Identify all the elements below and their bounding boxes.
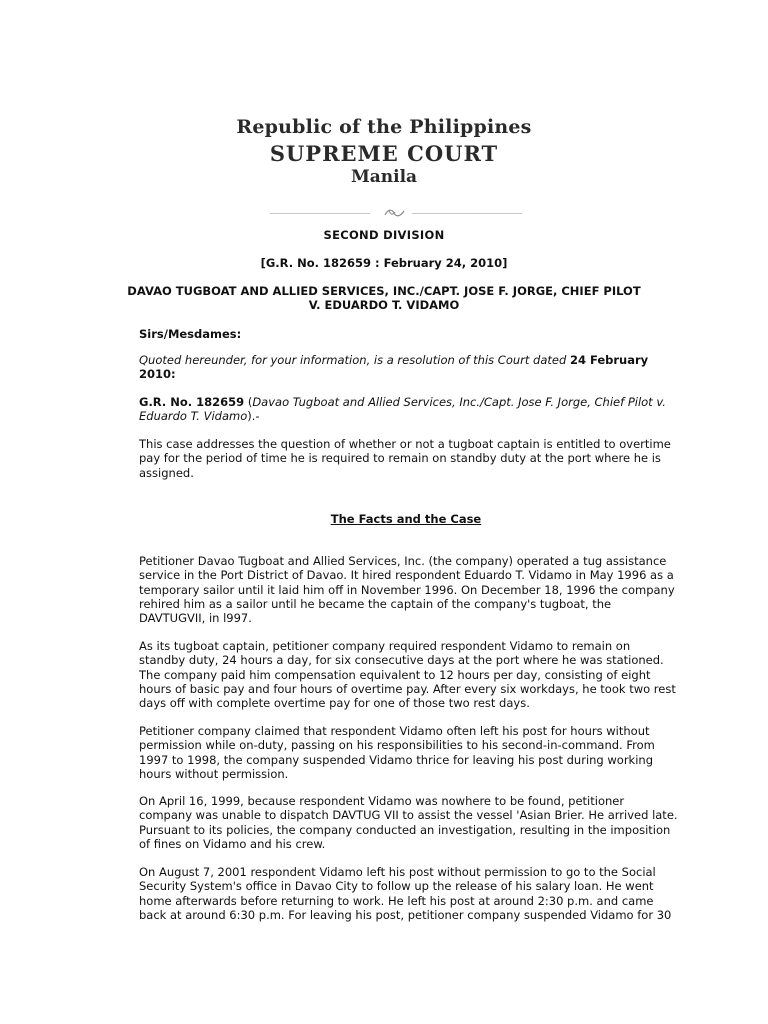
ornamental-divider: [270, 206, 522, 220]
header-supreme-court: SUPREME COURT: [269, 141, 499, 166]
divider-line-right: [412, 213, 522, 214]
header-republic: Republic of the Philippines: [236, 116, 532, 138]
intro-paragraph: This case addresses the question of whether or not a tugboat captain is entitled to overtime pay for the period of time he is required to remain on standby duty at the port where he is assigned.: [139, 437, 671, 480]
paragraph-3: Petitioner company claimed that respondent Vidamo often left his post for hours without permission while on-duty, passing on his responsibilities to his second-in-command. From 1997 to 1998, the company suspended Vidamo thrice for leaving his post during working hours without permission.: [139, 724, 655, 781]
paragraph-1: Petitioner Davao Tugboat and Allied Services, Inc. (the company) operated a tug assistance service in the Port District of Davao. It hired respondent Eduardo T. Vidamo in May 1996 as a temporary sailor until it laid him off in November 1996. On December 18, 1996 the company rehired him as a sailor until he became the captain of the company's tugboat, the DAVTUGVII, in l997.: [139, 554, 675, 626]
salutation: Sirs/Mesdames:: [139, 327, 242, 341]
divider-line-left: [270, 213, 370, 214]
gr-close: ).-: [247, 409, 260, 424]
gr-open: (: [244, 395, 253, 409]
header-manila: Manila: [350, 167, 418, 187]
flourish-icon: [382, 206, 408, 220]
paragraph-5: On August 7, 2001 respondent Vidamo left his post without permission to go to the Social Security System's office in Davao City to follow up the release of his salary loan. He went home afterwards before returning to work. He left his post at around 2:30 p.m. and came back at around 6:30 p.m. For leaving his post, petitioner company suspended Vidamo for 30: [139, 865, 672, 922]
division-title: SECOND DIVISION: [323, 228, 445, 242]
quoted-resolution: [139, 353, 679, 382]
quoted-text: Quoted hereunder, for your information, is a resolution of this Court dated: [139, 353, 570, 367]
section-heading: The Facts and the Case: [330, 512, 482, 526]
gr-reference: [139, 395, 679, 424]
case-number: [G.R. No. 182659 : February 24, 2010]: [260, 256, 508, 270]
case-title-line-2: V. EDUARDO T. VIDAMO: [308, 298, 460, 312]
case-title-line-1: DAVAO TUGBOAT AND ALLIED SERVICES, INC./CAPT. JOSE F. JORGE, CHIEF PILOT: [127, 284, 641, 298]
resolution-date: 24 February 2010:: [139, 353, 649, 382]
case-title: [0, 284, 768, 312]
gr-number: G.R. No. 182659: [139, 395, 245, 409]
gr-parties: Davao Tugboat and Allied Services, Inc./Capt. Jose F. Jorge, Chief Pilot v. Eduardo T. Vidamo: [139, 395, 666, 424]
paragraph-4: On April 16, 1999, because respondent Vidamo was nowhere to be found, petitioner company was unable to dispatch DAVTUG VII to assist the vessel 'Asian Brier. He arrived late. Pursuant to its policies, the company conducted an investigation, resulting in the imposition of fines on Vidamo and his crew.: [139, 794, 678, 851]
paragraph-2: As its tugboat captain, petitioner company required respondent Vidamo to remain on standby duty, 24 hours a day, for six consecutive days at the port where he was stationed. The company paid him compensation equivalent to 12 hours per day, consisting of eight hours of basic pay and four hours of overtime pay. After every six workdays, he took two rest days off with complete overtime pay for one of those two rest days.: [139, 639, 676, 711]
